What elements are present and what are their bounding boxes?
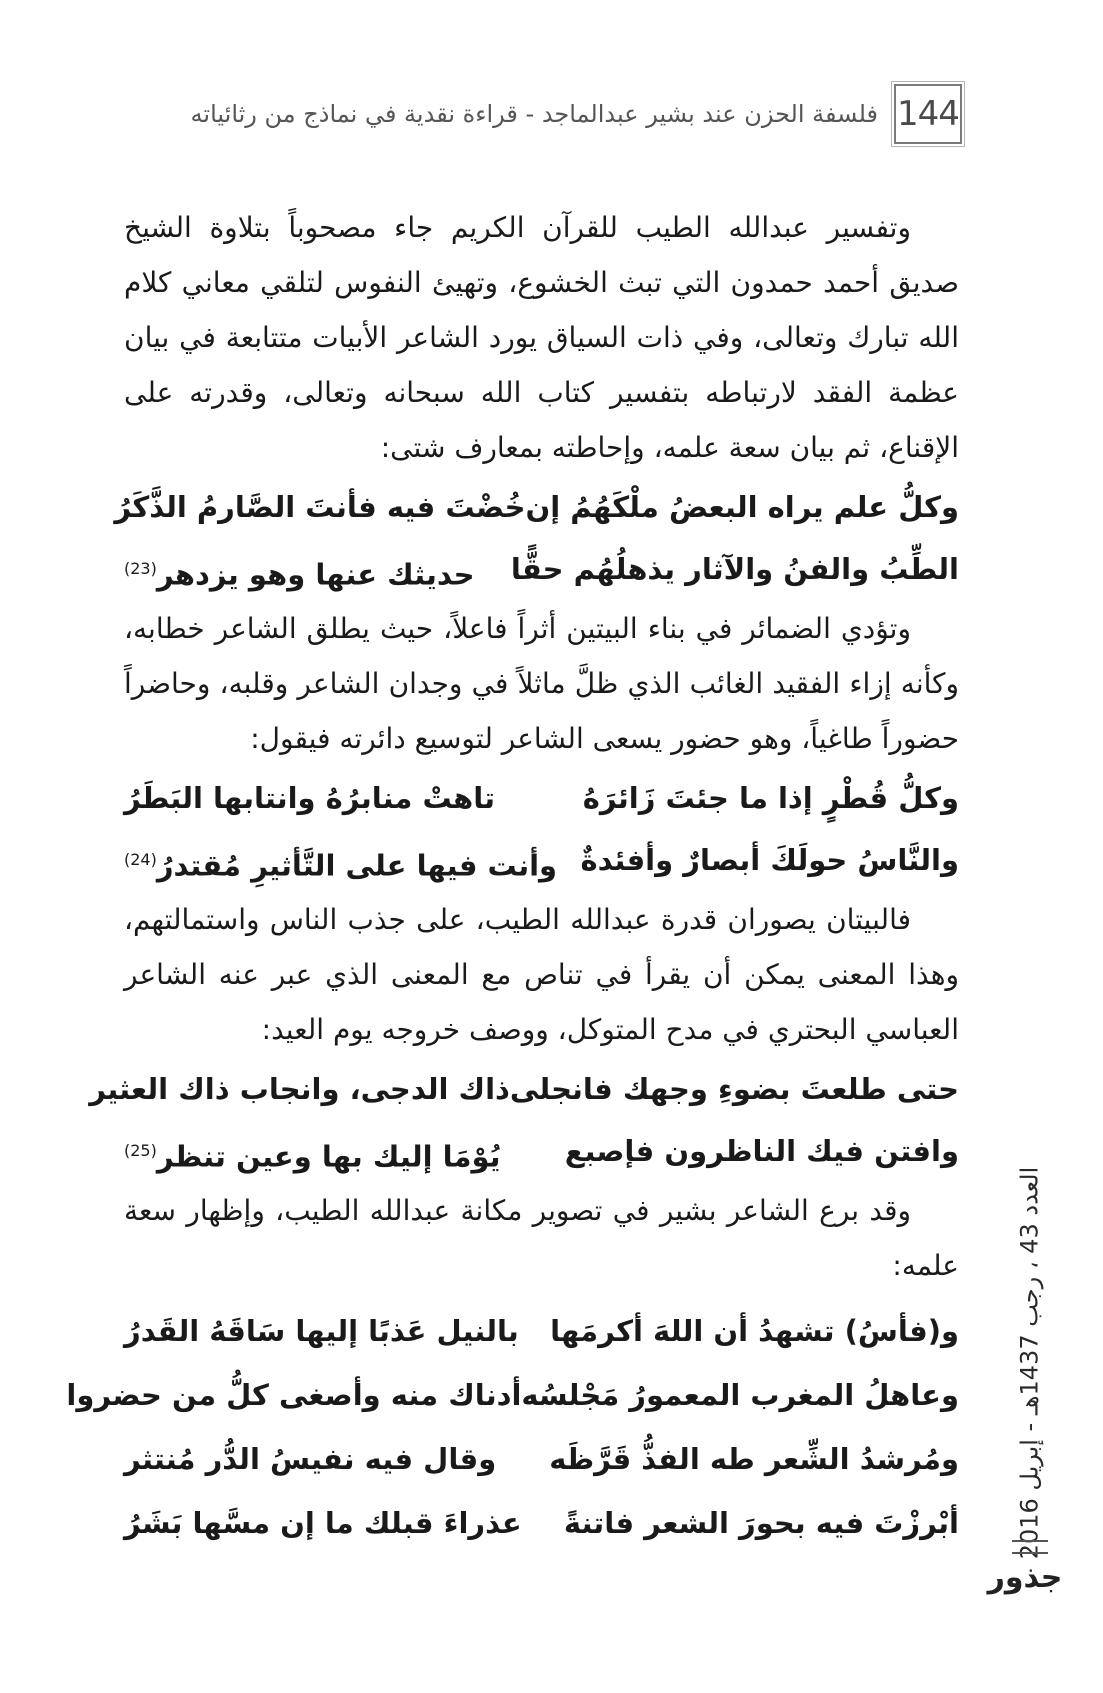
verse-left-text: وأنت فيها على التَّأثيرِ مُقتدرُ — [156, 848, 558, 883]
paragraph: وتؤدي الضمائر في بناء البيتين أثراً فاعلاً، حيث يطلق الشاعر خطابه، وكأنه إزاء الفقيد الغائب الذي ظلَّ ماثلاً في وجدان الشاعر وقلبه، وحاضراً حضوراً طاغياً، وهو حضور يسعى الشاعر لتوسيع دائرته فيقول: — [124, 612, 959, 755]
verse-left-hemistich: بالنيل عَذبًا إليها سَاقَهُ القَدرُ — [124, 1314, 519, 1348]
verse-right-hemistich: و(فأسُ) تشهدُ أن اللهَ أكرمَها — [550, 1314, 959, 1348]
verse-right-hemistich: حتى طلعتَ بضوءِ وجهك فانجلى — [509, 1072, 959, 1106]
page-header — [152, 88, 962, 140]
verse-left-hemistich: عذراءَ قبلك ما إن مسَّها بَشَرُ — [124, 1506, 522, 1540]
page-number: 144 — [894, 84, 962, 144]
verse-right-hemistich: وكلُّ قُطْرٍ إذا ما جئتَ زَائرَهُ — [582, 781, 959, 815]
verse-left-hemistich — [124, 1121, 501, 1181]
footnote-marker: (25) — [124, 1141, 157, 1160]
paragraph: وتفسير عبدالله الطيب للقرآن الكريم جاء مصحوباً بتلاوة الشيخ صديق أحمد حمدون التي تبث الخشوع، وتهيئ النفوس لتلقي معاني كلام الله تبارك وتعالى، وفي ذات السياق يورد الشاعر الأبيات متتابعة في بيان عظمة الفقد لارتباطه بتفسير كتاب الله سبحانه وتعالى، وقدرته على الإقناع، ثم بيان سعة علمه، وإحاطته بمعارف شتى: — [124, 211, 959, 464]
footnote-marker: (24) — [124, 850, 157, 869]
verse-left-hemistich: أدناك منه وأصغى كلُّ من حضروا — [66, 1378, 522, 1412]
journal-logo: جذور — [987, 1560, 1063, 1595]
verse-line — [124, 1301, 959, 1363]
verse-line — [89, 1059, 959, 1119]
footnote-marker: (23) — [124, 559, 157, 578]
spacer — [124, 1293, 959, 1299]
verse-right-hemistich: الطِّبُ والفنُ والآثار يذهلُهُم حقًّا — [510, 552, 959, 586]
issue-info-sidebar — [1003, 1166, 1055, 1559]
verse-left-text: يُوْمَا إليك بها وعين تنظر — [156, 1139, 501, 1174]
verse-left-hemistich — [124, 830, 557, 890]
verse-left-hemistich: تاهتْ منابرُهُ وانتابها البَطَرُ — [124, 781, 496, 815]
article-body — [66, 200, 959, 1557]
verse-line — [124, 539, 959, 599]
verse-right-hemistich: أبْرزْتَ فيه بحورَ الشعر فاتنةً — [563, 1506, 959, 1540]
verse-left-hemistich: وقال فيه نفيسُ الدُّر مُنتثر — [124, 1442, 497, 1476]
verse-right-hemistich: وافتن فيك الناظرون فإصبع — [564, 1134, 959, 1168]
verse-line — [124, 768, 959, 828]
verse-left-hemistich — [124, 539, 475, 599]
verse-left-text: حديثك عنها وهو يزدهر — [156, 557, 475, 592]
paragraph: وقد برع الشاعر بشير في تصوير مكانة عبدالله الطيب، وإظهار سعة علمه: — [124, 1194, 959, 1282]
verse-line — [124, 830, 959, 890]
verse-line — [124, 1429, 959, 1491]
verse-line — [124, 1493, 959, 1555]
verse-right-hemistich: والنَّاسُ حولَكَ أبصارٌ وأفئدةٌ — [580, 843, 959, 877]
verse-right-hemistich: ومُرشدُ الشِّعر طه الفذُّ قَرَّظَه — [549, 1442, 959, 1476]
verse-line — [66, 1365, 959, 1427]
verse-right-hemistich: وعاهلُ المغرب المعمورُ مَجْلسُه — [521, 1378, 959, 1412]
running-title: فلسفة الحزن عند بشير عبدالماجد - قراءة نقدية في نماذج من رثائياته — [190, 100, 878, 128]
issue-info: العدد 43 ، رجب 1437هـ - إبريل 2016 — [1015, 1166, 1043, 1559]
sidebar-divider — [1012, 1540, 1048, 1554]
paragraph: فالبيتان يصوران قدرة عبدالله الطيب، على جذب الناس واستمالتهم، وهذا المعنى يمكن أن يقرأ في تناص مع المعنى الذي عبر عنه الشاعر العباسي البحتري في مدح المتوكل، ووصف خروجه يوم العيد: — [124, 903, 959, 1046]
verse-left-hemistich: خُضْتَ فيه فأنتَ الصَّارمُ الذَّكَرُ — [114, 490, 526, 524]
verse-left-hemistich: ذاك الدجى، وانجاب ذاك العثير — [89, 1072, 510, 1106]
verse-line — [124, 1121, 959, 1181]
verse-right-hemistich: وكلُّ علم يراه البعضُ ملْكَهُمُ إن — [525, 490, 959, 524]
verse-line — [114, 477, 959, 537]
